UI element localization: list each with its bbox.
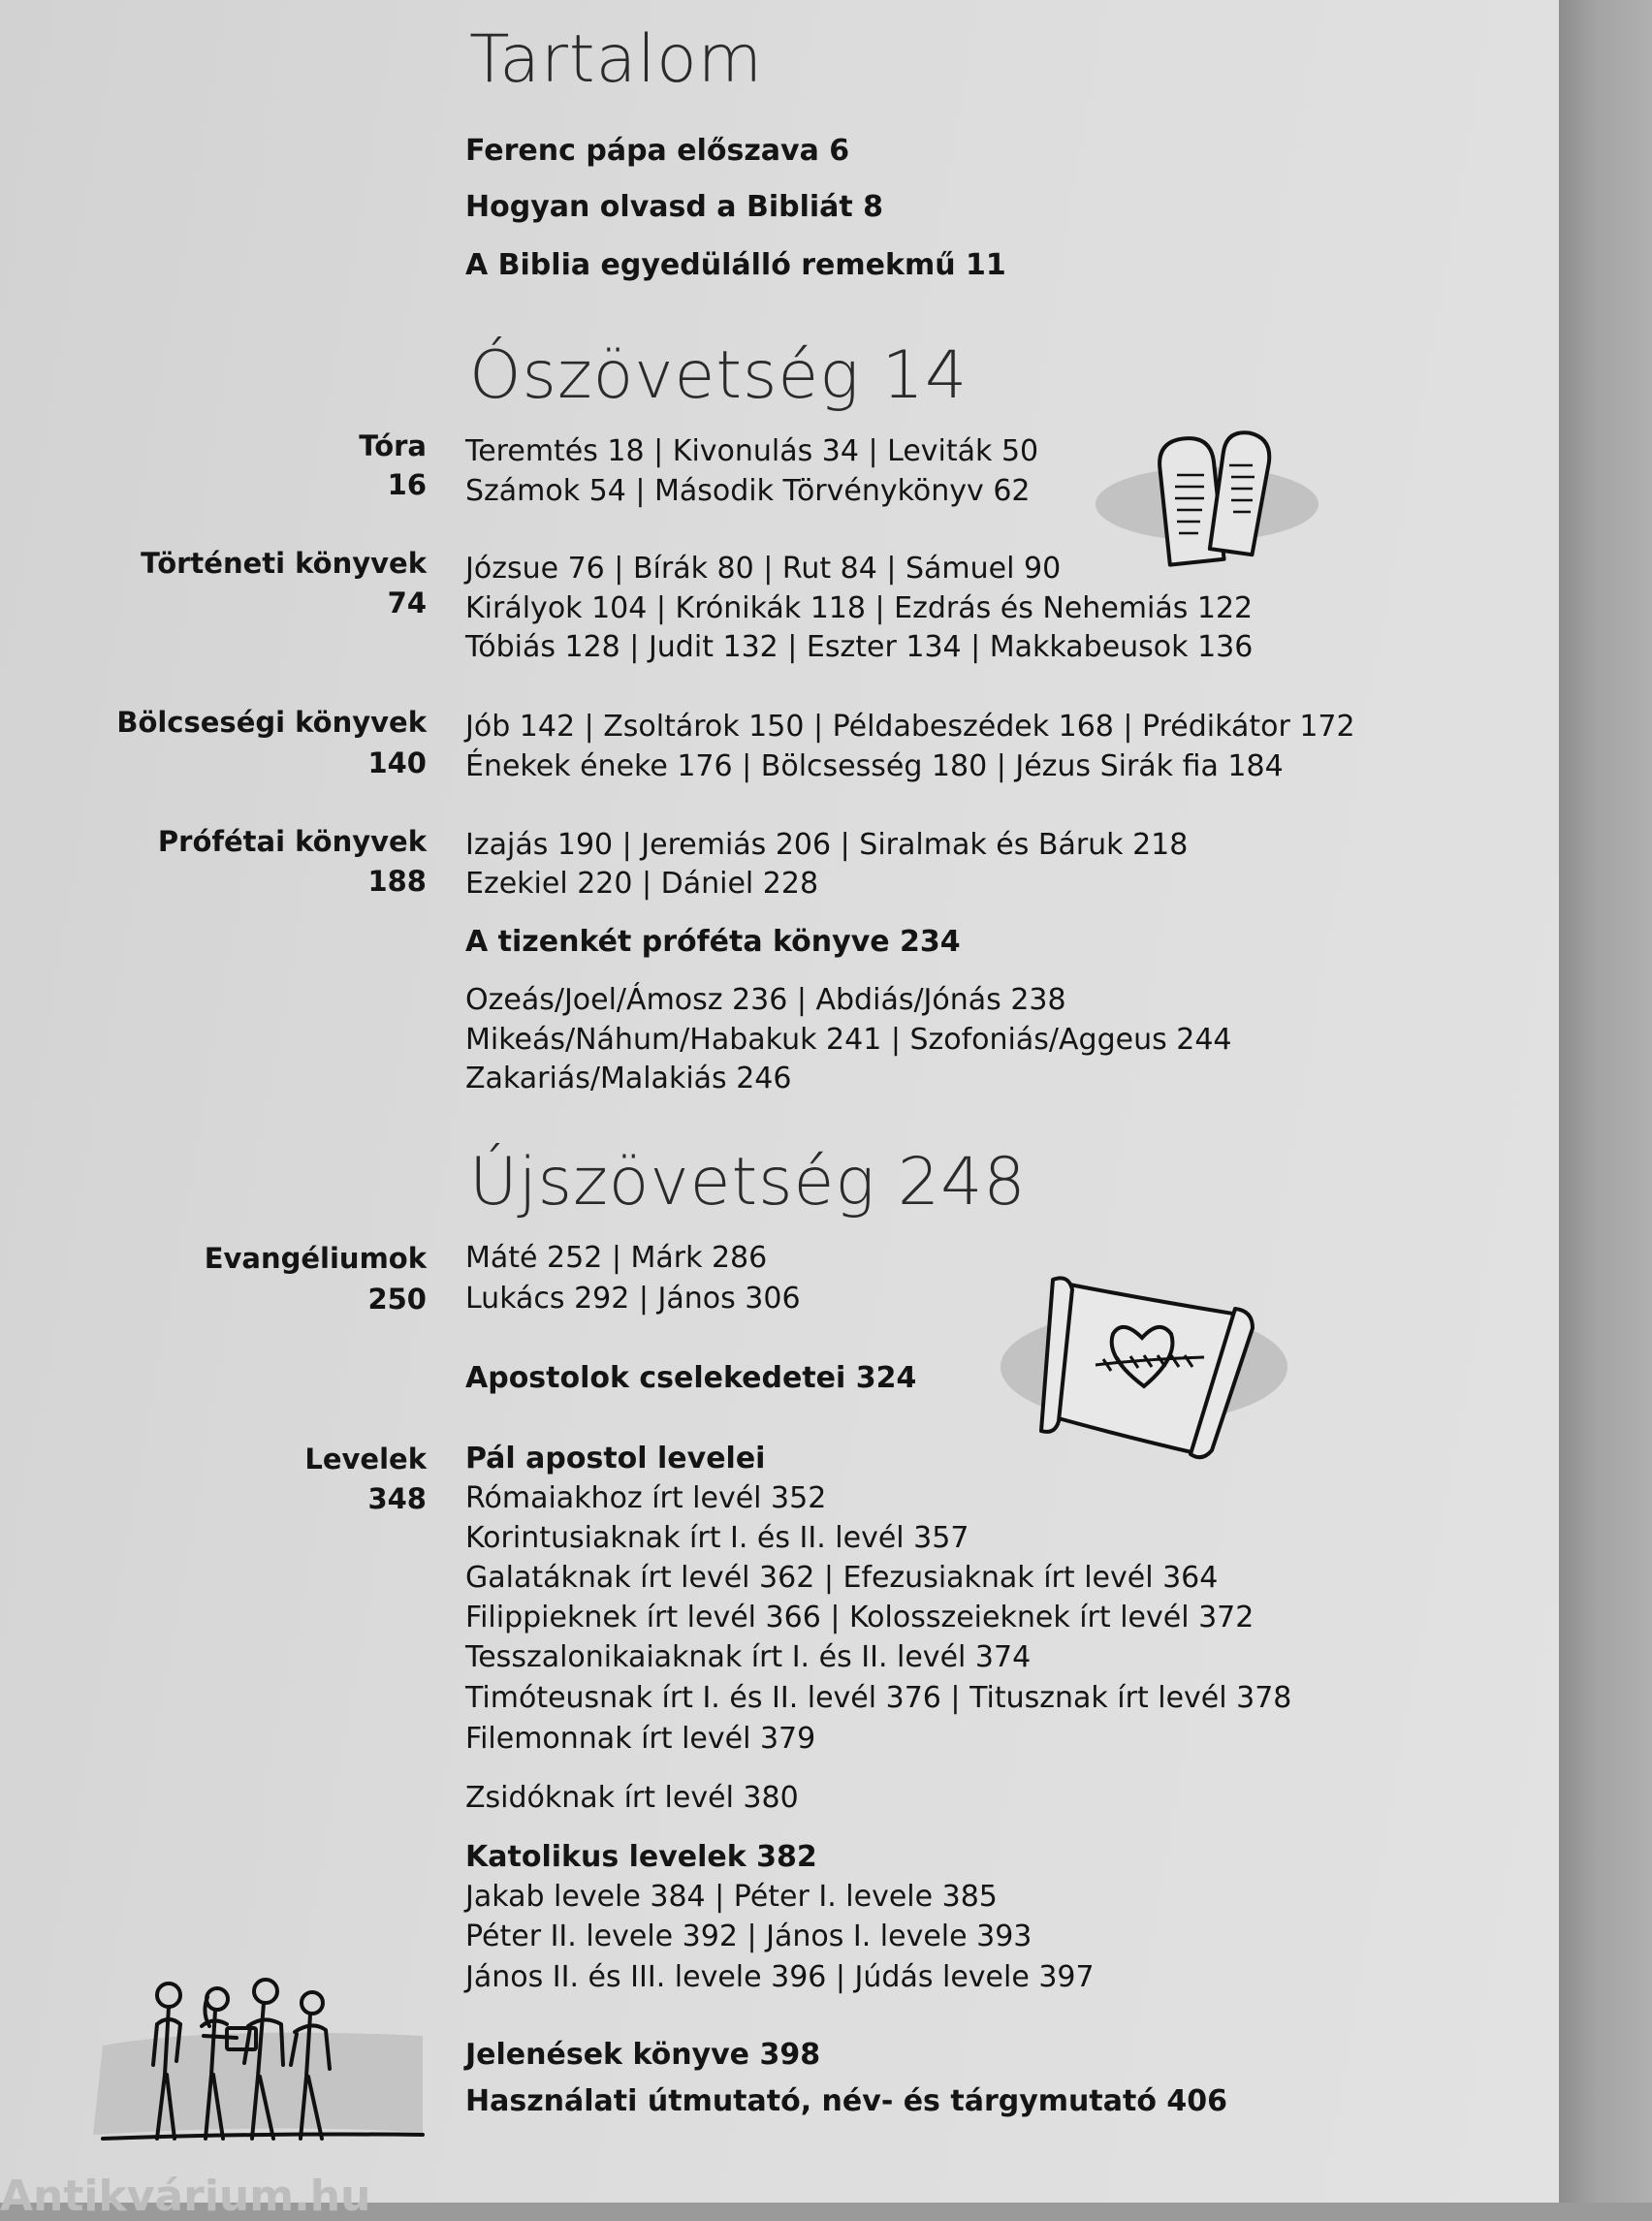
toc-line: Mikeás/Náhum/Habakuk 241 | Szofoniás/Aggeus 244 (465, 1023, 1232, 1057)
group-page: 188 (367, 865, 427, 898)
toc-line: Tesszalonikaiaknak írt I. és II. levél 374 (465, 1640, 1032, 1674)
toc-line: Timóteusnak írt I. és II. levél 376 | Titusznak írt levél 378 (465, 1681, 1292, 1715)
toc-line: Királyok 104 | Krónikák 118 | Ezdrás és Nehemiás 122 (465, 591, 1254, 625)
toc-line: Izajás 190 | Jeremiás 206 | Siralmak és Báruk 218 (465, 828, 1189, 862)
group-page: 74 (387, 587, 427, 619)
toc-line: Ezekiel 220 | Dániel 228 (465, 867, 819, 901)
group-label: Prófétai könyvek (157, 825, 427, 858)
page-title: Tartalom (469, 21, 763, 98)
people-reading-icon (93, 1968, 432, 2162)
toc-line: János II. és III. levele 396 | Júdás levele 397 (465, 1960, 1095, 1994)
watermark: Antikvárium.hu (0, 2172, 371, 2221)
group-label: Történeti könyvek (141, 547, 427, 580)
toc-line: Filippieknek írt levél 366 | Kolosszeieknek írt levél 372 (465, 1601, 1255, 1634)
group-page: 140 (367, 746, 427, 779)
section-heading-ot: Ószövetség 14 (469, 337, 969, 414)
group-label: Tóra (359, 429, 427, 462)
toc-line: Lukács 292 | János 306 (465, 1282, 801, 1316)
toc-line: Énekek éneke 176 | Bölcsesség 180 | Jézus Sirák fia 184 (465, 749, 1284, 783)
toc-subheading: Pál apostol levelei (465, 1442, 766, 1475)
toc-line: Zsidóknak írt levél 380 (465, 1781, 799, 1815)
toc-entry: Hogyan olvasd a Bibliát 8 (465, 190, 884, 224)
toc-line: Tóbiás 128 | Judit 132 | Eszter 134 | Makkabeusok 136 (465, 630, 1254, 664)
toc-entry: Jelenések könyve 398 (465, 2038, 821, 2072)
toc-line: Korintusiaknak írt I. és II. levél 357 (465, 1521, 969, 1555)
toc-line: Számok 54 | Második Törvénykönyv 62 (465, 474, 1031, 508)
toc-line: Rómaiakhoz írt levél 352 (465, 1481, 827, 1515)
toc-line: Filemonnak írt levél 379 (465, 1722, 816, 1756)
group-page: 250 (367, 1283, 427, 1316)
toc-line: Teremtés 18 | Kivonulás 34 | Leviták 50 (465, 434, 1039, 468)
toc-line: Péter II. levele 392 | János I. levele 393 (465, 1920, 1032, 1953)
group-label: Bölcseségi könyvek (116, 706, 427, 739)
group-label: Evangéliumok (204, 1242, 427, 1275)
scroll-heart-icon (999, 1270, 1289, 1464)
stone-tablets-icon (1096, 427, 1318, 582)
group-label: Levelek (304, 1443, 427, 1475)
toc-line: Jakab levele 384 | Péter I. levele 385 (465, 1880, 998, 1914)
toc-subheading: A tizenkét próféta könyve 234 (465, 925, 961, 959)
toc-line: Józsue 76 | Bírák 80 | Rut 84 | Sámuel 90 (465, 552, 1062, 586)
toc-entry: A Biblia egyedülálló remekmű 11 (465, 248, 1006, 282)
toc-line: Zakariás/Malakiás 246 (465, 1062, 792, 1095)
toc-line: Ozeás/Joel/Ámosz 236 | Abdiás/Jónás 238 (465, 983, 1066, 1017)
toc-line: Jób 142 | Zsoltárok 150 | Példabeszédek 168 | Prédikátor 172 (465, 710, 1355, 744)
toc-entry: Apostolok cselekedetei 324 (465, 1361, 917, 1395)
group-page: 348 (367, 1482, 427, 1515)
toc-subheading: Katolikus levelek 382 (465, 1840, 817, 1874)
book-spine (1559, 0, 1652, 2203)
toc-line: Máté 252 | Márk 286 (465, 1241, 768, 1275)
group-page: 16 (387, 468, 427, 501)
section-heading-nt: Újszövetség 248 (469, 1144, 1027, 1221)
toc-entry: Ferenc pápa előszava 6 (465, 134, 850, 168)
toc-line: Galatáknak írt levél 362 | Efezusiaknak írt levél 364 (465, 1561, 1219, 1595)
toc-entry: Használati útmutató, név- és tárgymutató 406 (465, 2084, 1227, 2118)
